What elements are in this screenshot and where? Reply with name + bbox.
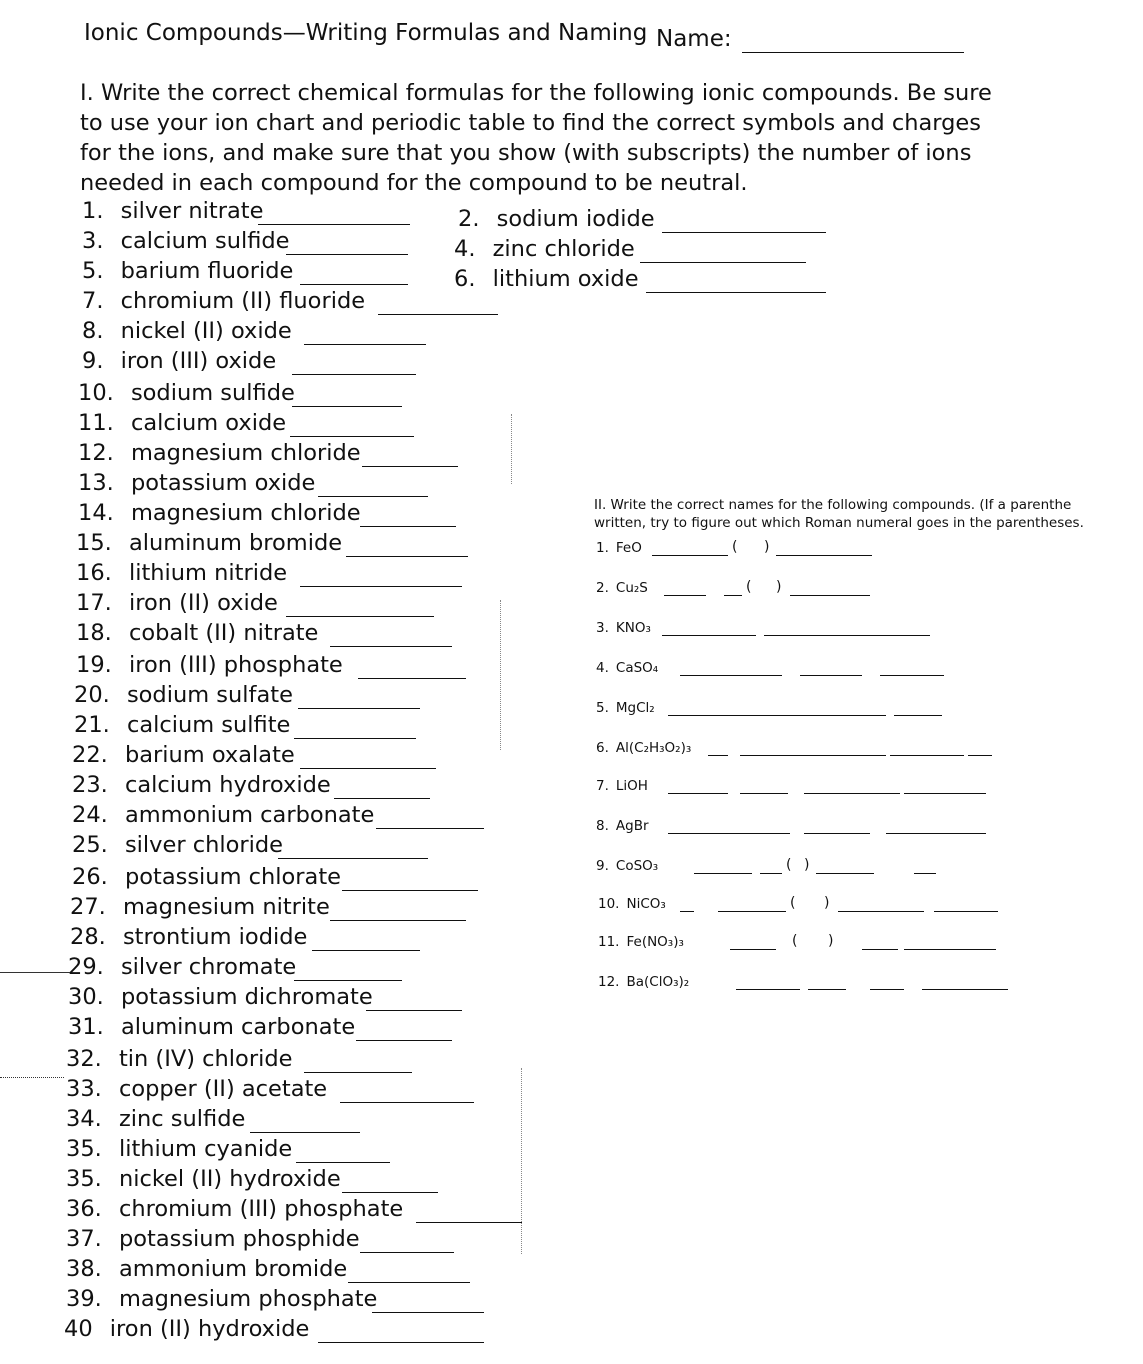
compound-name: magnesium nitrite [115,894,330,920]
item-number: 12. [598,974,620,990]
name-field[interactable] [742,52,964,53]
item-number: 23. [72,772,108,798]
name-answer-blank[interactable] [664,595,706,596]
item-number: 9. [596,858,609,874]
compound-item [76,620,318,646]
compound-item [76,560,287,586]
compound-name: sodium sulfide [123,380,295,406]
compound-item [66,1286,377,1312]
item-number: 1. [596,540,609,556]
item-number: 4. [454,236,476,262]
compound-name: tin (IV) chloride [111,1046,293,1072]
name-answer-blank[interactable] [804,833,870,834]
compound-item [82,288,365,314]
item-number: 33. [66,1076,102,1102]
name-answer-blank[interactable] [718,911,786,912]
roman-numeral-paren-close: ) [828,933,834,949]
compound-item [82,348,276,374]
compound-name: silver chromate [113,954,297,980]
compound-item [64,1316,309,1342]
compound-item [74,712,290,738]
item-number: 36. [66,1196,102,1222]
compound-item [76,652,343,678]
formula-answer-blank[interactable] [342,890,478,891]
name-answer-blank[interactable] [760,873,782,874]
scan-dots [511,414,513,484]
compound-item [454,266,639,292]
formula-answer-blank[interactable] [258,224,410,225]
compound-name: barium oxalate [117,742,295,768]
name-answer-blank[interactable] [652,555,728,556]
formula-item [596,660,658,676]
compound-name: calcium sulfite [119,712,291,738]
name-answer-blank[interactable] [880,675,944,676]
name-answer-blank[interactable] [890,755,964,756]
name-answer-blank[interactable] [922,989,1008,990]
formula-answer-blank[interactable] [304,1072,412,1073]
compound-name: iron (III) oxide [113,348,277,374]
compound-item [66,1106,245,1132]
name-answer-blank[interactable] [736,989,800,990]
name-answer-blank[interactable] [764,635,930,636]
chemical-formula: FeO [615,540,642,556]
formula-answer-blank[interactable] [366,1010,462,1011]
formula-answer-blank[interactable] [348,1282,470,1283]
compound-name: zinc chloride [485,236,635,262]
formula-answer-blank[interactable] [290,436,414,437]
item-number: 3. [82,228,104,254]
name-answer-blank[interactable] [668,793,728,794]
name-answer-blank[interactable] [694,873,752,874]
item-number: 20. [74,682,110,708]
item-number: 40 [64,1316,93,1342]
name-answer-blank[interactable] [870,989,904,990]
formula-answer-blank[interactable] [294,738,416,739]
name-answer-blank[interactable] [790,595,870,596]
formula-answer-blank[interactable] [346,556,468,557]
item-number: 10. [78,380,114,406]
item-number: 3. [596,620,609,636]
compound-item [74,682,293,708]
compound-item [72,864,341,890]
formula-answer-blank[interactable] [330,646,452,647]
item-number: 7. [596,778,609,794]
scan-dots [500,600,502,750]
compound-item [82,258,293,284]
compound-item [78,470,315,496]
roman-numeral-paren-open: ( [786,857,792,873]
compound-item [66,1046,292,1072]
name-answer-blank[interactable] [680,911,694,912]
formula-item [598,934,684,950]
compound-name: potassium phosphide [111,1226,360,1252]
compound-name: ammonium carbonate [117,802,375,828]
roman-numeral-paren-close: ) [824,895,830,911]
chemical-formula: CoSO₃ [615,858,659,874]
name-answer-blank[interactable] [730,949,776,950]
formula-item [596,540,642,556]
chemical-formula: KNO₃ [615,620,651,636]
item-number: 5. [82,258,104,284]
stray-line [0,1077,64,1078]
formula-answer-blank[interactable] [362,466,458,467]
formula-item [598,974,689,990]
formula-item [596,778,648,794]
compound-name: silver nitrate [113,198,264,224]
compound-name: strontium iodide [115,924,308,950]
name-answer-blank[interactable] [904,949,996,950]
item-number: 27. [70,894,106,920]
compound-name: cobalt (II) nitrate [121,620,319,646]
formula-answer-blank[interactable] [356,1040,452,1041]
compound-item [66,1196,403,1222]
compound-name: lithium oxide [485,266,639,292]
formula-answer-blank[interactable] [360,1252,454,1253]
formula-answer-blank[interactable] [312,950,420,951]
name-answer-blank[interactable] [776,555,872,556]
item-number: 38. [66,1256,102,1282]
formula-answer-blank[interactable] [292,406,402,407]
name-answer-blank[interactable] [668,833,790,834]
name-answer-blank[interactable] [886,833,986,834]
formula-answer-blank[interactable] [294,980,402,981]
compound-item [82,318,292,344]
item-number: 26. [72,864,108,890]
compound-item [82,228,290,254]
formula-answer-blank[interactable] [340,1102,474,1103]
item-number: 32. [66,1046,102,1072]
compound-item [68,984,373,1010]
compound-name: iron (II) hydroxide [102,1316,310,1342]
compound-name: chromium (II) fluoride [113,288,366,314]
chemical-formula: LiOH [615,778,648,794]
item-number: 39. [66,1286,102,1312]
worksheet-title: Ionic Compounds—Writing Formulas and Naming [84,20,648,46]
compound-name: magnesium phosphate [111,1286,378,1312]
formula-answer-blank[interactable] [342,1192,438,1193]
compound-name: barium fluoride [113,258,294,284]
compound-item [70,894,330,920]
item-number: 18. [76,620,112,646]
formula-item [596,818,649,834]
item-number: 4. [596,660,609,676]
compound-item [70,924,307,950]
formula-answer-blank[interactable] [318,1342,484,1343]
compound-item [76,530,342,556]
roman-numeral-paren-open: ( [792,933,798,949]
name-answer-blank[interactable] [862,949,898,950]
name-label: Name: [656,26,732,52]
item-number: 9. [82,348,104,374]
compound-name: nickel (II) oxide [113,318,292,344]
compound-name: sodium sulfate [119,682,293,708]
compound-name: calcium hydroxide [117,772,331,798]
formula-answer-blank[interactable] [646,292,826,293]
compound-name: potassium chlorate [117,864,341,890]
stray-line [0,972,70,973]
name-answer-blank[interactable] [808,989,846,990]
item-number: 34. [66,1106,102,1132]
item-number: 31. [68,1014,104,1040]
item-number: 6. [596,740,609,756]
compound-item [66,1256,347,1282]
formula-item [596,620,651,636]
formula-answer-blank[interactable] [292,374,416,375]
item-number: 2. [596,580,609,596]
name-answer-blank[interactable] [914,873,936,874]
chemical-formula: CaSO₄ [615,660,659,676]
compound-item [66,1226,360,1252]
chemical-formula: Fe(NO₃)₃ [626,934,684,950]
item-number: 1. [82,198,104,224]
item-number: 35. [66,1166,102,1192]
roman-numeral-paren-close: ) [764,539,770,555]
formula-answer-blank[interactable] [360,526,456,527]
formula-answer-blank[interactable] [300,768,436,769]
item-number: 30. [68,984,104,1010]
item-number: 37. [66,1226,102,1252]
formula-answer-blank[interactable] [300,586,462,587]
formula-answer-blank[interactable] [378,314,498,315]
formula-answer-blank[interactable] [250,1132,360,1133]
item-number: 11. [78,410,114,436]
compound-item [76,590,278,616]
name-answer-blank[interactable] [708,755,728,756]
roman-numeral-paren-close: ) [776,579,782,595]
formula-answer-blank[interactable] [376,828,484,829]
item-number: 24. [72,802,108,828]
compound-item [68,954,296,980]
compound-name: lithium nitride [121,560,288,586]
item-number: 8. [82,318,104,344]
name-answer-blank[interactable] [740,793,788,794]
compound-name: aluminum carbonate [113,1014,356,1040]
formula-item [596,858,658,874]
formula-item [596,580,648,596]
compound-item [78,440,361,466]
chemical-formula: Al(C₂H₃O₂)₃ [615,740,692,756]
item-number: 28. [70,924,106,950]
roman-numeral-paren-close: ) [804,857,810,873]
item-number: 19. [76,652,112,678]
roman-numeral-paren-open: ( [790,895,796,911]
compound-item [68,1014,355,1040]
part2-instructions-line2: written, try to figure out which Roman numeral goes in the parentheses. [594,515,1084,531]
part1-instructions: I. Write the correct chemical formulas for the following ionic compounds. Be sure to use your ion chart and periodic table to find the correct symbols and charges for the ions, and make sure that you show (with subscripts) the number of ions needed in each compound for the compound to be neutral. [80,80,992,196]
name-answer-blank[interactable] [740,755,886,756]
compound-name: iron (III) phosphate [121,652,343,678]
item-number: 11. [598,934,620,950]
chemical-formula: Cu₂S [615,580,648,596]
formula-answer-blank[interactable] [416,1222,522,1223]
compound-name: chromium (III) phosphate [111,1196,404,1222]
formula-answer-blank[interactable] [358,678,466,679]
chemical-formula: NiCO₃ [626,896,666,912]
chemical-formula: AgBr [615,818,649,834]
name-answer-blank[interactable] [838,911,924,912]
compound-item [72,832,283,858]
compound-item [78,380,295,406]
formula-answer-blank[interactable] [278,858,428,859]
compound-name: magnesium chloride [123,500,361,526]
formula-answer-blank[interactable] [318,496,428,497]
compound-item [82,198,263,224]
item-number: 15. [76,530,112,556]
formula-answer-blank[interactable] [298,708,420,709]
name-answer-blank[interactable] [816,873,874,874]
item-number: 22. [72,742,108,768]
compound-item [458,206,655,232]
item-number: 14. [78,500,114,526]
formula-answer-blank[interactable] [330,920,466,921]
item-number: 35. [66,1136,102,1162]
compound-item [66,1166,341,1192]
compound-item [66,1136,292,1162]
item-number: 6. [454,266,476,292]
compound-name: potassium oxide [123,470,316,496]
item-number: 5. [596,700,609,716]
formula-answer-blank[interactable] [300,284,408,285]
compound-item [454,236,635,262]
compound-name: aluminum bromide [121,530,343,556]
compound-item [66,1076,327,1102]
formula-item [596,700,655,716]
compound-name: iron (II) oxide [121,590,278,616]
item-number: 2. [458,206,480,232]
item-number: 21. [74,712,110,738]
part2-instructions [594,496,1134,532]
name-answer-blank[interactable] [800,675,862,676]
compound-name: nickel (II) hydroxide [111,1166,341,1192]
scan-dots [521,1068,523,1254]
item-number: 17. [76,590,112,616]
formula-answer-blank[interactable] [286,254,408,255]
formula-answer-blank[interactable] [286,616,434,617]
compound-item [78,410,286,436]
item-number: 13. [78,470,114,496]
formula-answer-blank[interactable] [334,798,430,799]
item-number: 25. [72,832,108,858]
formula-answer-blank[interactable] [296,1162,390,1163]
chemical-formula: Ba(ClO₃)₂ [626,974,690,990]
compound-name: potassium dichromate [113,984,373,1010]
compound-name: copper (II) acetate [111,1076,328,1102]
compound-name: magnesium chloride [123,440,361,466]
compound-item [72,802,374,828]
compound-name: calcium oxide [123,410,287,436]
compound-name: silver chloride [117,832,284,858]
compound-item [78,500,361,526]
item-number: 12. [78,440,114,466]
item-number: 7. [82,288,104,314]
item-number: 10. [598,896,620,912]
formula-item [596,740,691,756]
roman-numeral-paren-open: ( [746,579,752,595]
formula-item [598,896,666,912]
formula-answer-blank[interactable] [304,344,426,345]
name-answer-blank[interactable] [662,635,756,636]
compound-name: lithium cyanide [111,1136,293,1162]
name-answer-blank[interactable] [668,715,886,716]
formula-answer-blank[interactable] [372,1312,484,1313]
name-answer-blank[interactable] [934,911,998,912]
formula-answer-blank[interactable] [640,262,806,263]
compound-item [72,772,331,798]
item-number: 29. [68,954,104,980]
item-number: 8. [596,818,609,834]
name-answer-blank[interactable] [680,675,782,676]
name-answer-blank[interactable] [804,793,900,794]
name-answer-blank[interactable] [904,793,986,794]
item-number: 16. [76,560,112,586]
chemical-formula: MgCl₂ [615,700,655,716]
name-answer-blank[interactable] [968,755,992,756]
part2-instructions-line1: II. Write the correct names for the following compounds. (If a parenthe [594,497,1072,513]
compound-name: sodium iodide [489,206,655,232]
compound-name: zinc sulfide [111,1106,246,1132]
compound-name: calcium sulfide [113,228,290,254]
compound-item [72,742,295,768]
roman-numeral-paren-open: ( [732,539,738,555]
compound-name: ammonium bromide [111,1256,348,1282]
formula-answer-blank[interactable] [662,232,826,233]
name-answer-blank[interactable] [894,715,942,716]
name-answer-blank[interactable] [724,595,742,596]
